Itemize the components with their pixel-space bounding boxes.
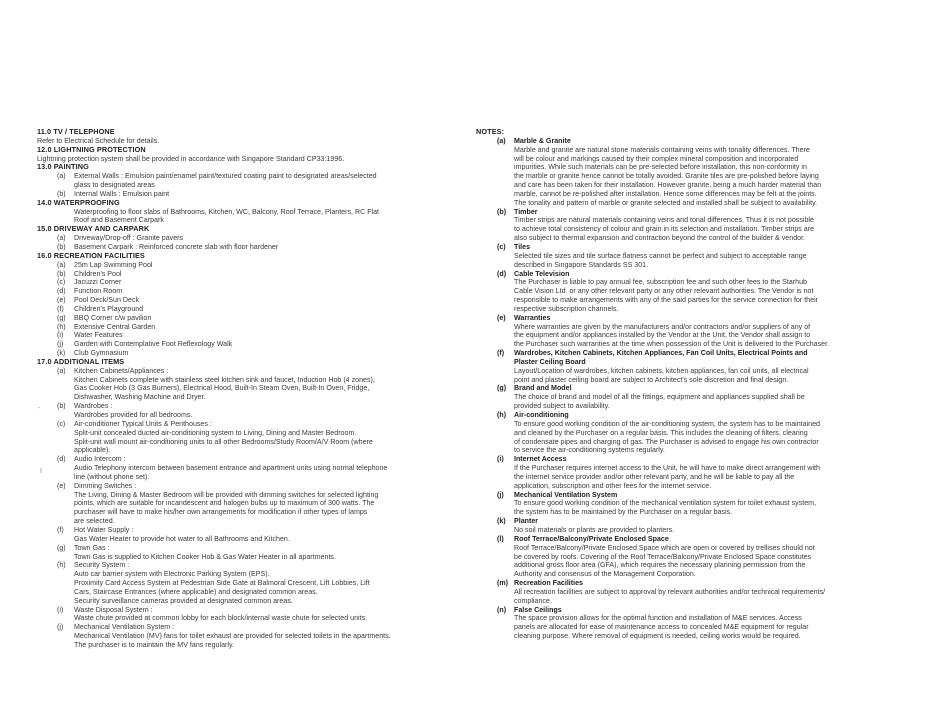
note-title: Planter <box>514 517 539 526</box>
spec-item <box>37 526 452 544</box>
spec-item <box>37 314 452 323</box>
note-item <box>476 491 906 518</box>
item-text: BBQ Corner c/w pavilion <box>74 313 152 322</box>
note-title: Mechanical Ventilation System <box>514 490 618 499</box>
spec-item <box>37 234 452 243</box>
item-text: Children's Playground <box>74 304 144 313</box>
spec-item <box>37 402 452 420</box>
item-text: Pool Deck/Sun Deck <box>74 296 140 305</box>
spec-section <box>37 358 452 650</box>
item-label: (b) <box>57 402 66 411</box>
spec-item <box>37 367 452 402</box>
note-body: Layout/Location of wardrobes, kitchen cabinets, kitchen appliances, fan coil units, all electrical point and plaster ceiling board are subject to Architect's sole discretion and final design. <box>514 366 809 384</box>
item-text: Security System : Auto car barrier system with Electronic Parking System (EPS). Proximity Card Access System at Pedestrian Side Gate at Balmoral Crescent, Lift Lobbies, Lift Cars, Staircase Entrances (where applicable) and designated common areas. Security surveillance cameras provided at designated common areas. <box>74 561 370 605</box>
item-label: (i) <box>57 331 64 340</box>
note-title: Cable Television <box>514 269 570 278</box>
note-label: (a) <box>497 136 506 145</box>
item-text: Water Features <box>74 331 123 340</box>
item-text: Driveway/Drop-off : Granite pavers <box>74 234 184 243</box>
note-title: Marble & Granite <box>514 136 571 145</box>
note-body: The Purchaser is liable to pay annual fee, subscription fee and such other fees to the Starhub Cable Vision Ltd. or any other relevant party or any other relevant authorities. The Vendor is not responsible to make arrangements with any of the said parties for the service connection for their respective subscription channels. <box>514 278 819 313</box>
note-body: Timber strips are natural materials containing veins and tonal differences. Thus it is not possible to achieve total consistency of colour and grain in its selection and installation. Timber strips are also subject to thermal expansion and contraction beyond the control of the builder & vendor. <box>514 216 815 243</box>
item-label: (d) <box>57 455 66 464</box>
section-heading: 13.0 PAINTING <box>37 162 89 172</box>
note-label: (d) <box>497 269 507 278</box>
spec-item <box>37 305 452 314</box>
notes-title: NOTES: <box>476 127 505 136</box>
item-label: (e) <box>57 296 66 305</box>
spec-item <box>37 349 452 358</box>
note-body: The space provision allows for the optimal function and installation of M&E services. Access panels are allocated for ease of maintenance access to concealed M&E equipment for regular cleaning purpose. Where removal of equipment is needed, ceiling works would be required. <box>514 614 809 641</box>
notes-column <box>476 128 906 641</box>
note-item <box>476 517 906 535</box>
note-label: (e) <box>497 313 506 322</box>
margin-mark: - <box>38 405 41 412</box>
note-title: Timber <box>514 207 538 216</box>
spec-item <box>37 561 452 605</box>
section-heading: 17.0 ADDITIONAL ITEMS <box>37 356 125 366</box>
spec-item <box>37 340 452 349</box>
note-body: To ensure good working condition of the mechanical ventilation system for toilet exhaust system, the system has to be maintained by the Purchaser on a regular basis. <box>514 499 817 517</box>
note-title: Recreation Facilities <box>514 579 583 588</box>
item-label: (k) <box>57 349 66 358</box>
note-item <box>476 243 906 270</box>
note-label: (k) <box>497 517 506 526</box>
spec-section <box>37 163 452 198</box>
item-label: (c) <box>57 419 66 428</box>
item-label: (a) <box>57 234 66 243</box>
item-label: (h) <box>57 561 66 570</box>
note-label: (c) <box>497 242 506 251</box>
item-label: (j) <box>57 340 64 349</box>
section-heading: 15.0 DRIVEWAY AND CARPARK <box>37 224 150 234</box>
note-item <box>476 349 906 384</box>
item-label: (a) <box>57 172 66 181</box>
notes-list <box>476 137 906 641</box>
note-title: Brand and Model <box>514 384 572 393</box>
spec-item <box>37 455 452 482</box>
item-text: Wardrobes : Wardrobes provided for all bedrooms. <box>74 402 193 419</box>
spec-item <box>37 544 452 562</box>
note-item <box>476 411 906 455</box>
note-title: Wardrobes, Kitchen Cabinets, Kitchen Appliances, Fan Coil Units, Electrical Points and Plaster Ceiling Board <box>514 349 808 366</box>
note-body: The choice of brand and model of all the fittings, equipment and appliances supplied shall be provided subject to availability. <box>514 393 805 411</box>
section-heading: 12.0 LIGHTNING PROTECTION <box>37 144 146 154</box>
margin-mark: I <box>40 468 42 475</box>
item-text: Garden with Contemplative Foot Reflexology Walk <box>74 340 233 349</box>
item-text: Town Gas : Town Gas is supplied to Kitchen Cooker Hob & Gas Water Heater in all apartments. <box>74 543 336 561</box>
item-label: (a) <box>57 366 66 375</box>
item-text: Air-conditioner Typical Units & Penthouses : Split-unit concealed ducted air-conditioning system to Living, Dining and Master Bedroom. Split-unit wall mount air-conditioning units to all other Bedrooms/Study Room/A/V Room (where applicable). <box>74 419 373 455</box>
note-label: (b) <box>497 207 507 216</box>
spec-item <box>37 331 452 340</box>
spec-item <box>37 261 452 270</box>
item-label: (f) <box>57 525 64 534</box>
item-text: Children's Pool <box>74 269 122 278</box>
note-item <box>476 137 906 208</box>
spec-item <box>37 190 452 199</box>
note-body: To ensure good working condition of the air-conditioning system, the system has to be maintained and cleaned by the Purchaser on a regular basis. This includes the cleaning of filters, clearing of condensate pipes and charging of gas. The Purchaser is advised to engage his own contractor to service the air-conditioning systems regularly. <box>514 419 820 455</box>
item-label: (g) <box>57 543 66 552</box>
section-heading: 11.0 TV / TELEPHONE <box>37 127 115 136</box>
item-text: Hot Water Supply : Gas Water Heater to provide hot water to all Bathrooms and Kitchen. <box>74 525 290 543</box>
item-text: Internal Walls : Emulsion paint <box>74 189 170 198</box>
note-item <box>476 606 906 641</box>
note-label: (l) <box>497 534 504 543</box>
section-body: Waterproofing to floor slabs of Bathrooms, Kitchen, WC, Balcony, Roof Terrace, Planters, RC Flat Roof and Basement Carpark <box>74 207 380 225</box>
note-body: All recreation facilities are subject to approval by relevant authorities and/or technical requirements/ compliance. <box>514 587 826 605</box>
note-item <box>476 384 906 411</box>
note-item <box>476 208 906 243</box>
note-title: Air-conditioning <box>514 411 569 419</box>
item-text: Basement Carpark : Reinforced concrete slab with floor hardener <box>74 242 279 251</box>
note-body: Roof Terrace/Balcony/Private Enclosed Space which are open or covered by trellises should not be covered by roofs. Covering of the Roof Terrace/Balcony/Private Enclosed Space constitutes additional gross floor area (GFA), which requires the necessary planning permission from the Authority and consensus of the Management Corporation. <box>514 543 815 579</box>
spec-item <box>37 172 452 190</box>
note-item <box>476 535 906 579</box>
item-label: (j) <box>57 623 64 632</box>
spec-section <box>37 199 452 226</box>
spec-item <box>37 623 452 650</box>
item-text: External Walls : Emulsion paint/enamel paint/textured coating paint to designated areas/selected glass to designated areas <box>74 172 377 190</box>
section-heading: 16.0 RECREATION FACILITIES <box>37 250 145 260</box>
note-item <box>476 455 906 490</box>
note-body: Selected tile sizes and tile surface flatness cannot be perfect and subject to acceptable range described in Singapore Standards SS 301. <box>514 251 807 269</box>
item-label: (g) <box>57 313 66 322</box>
spec-item <box>37 270 452 279</box>
note-title: Tiles <box>514 242 531 251</box>
note-title: Warranties <box>514 313 551 322</box>
specifications-column <box>37 128 452 650</box>
note-body: Where warranties are given by the manufacturers and/or contractors and/or suppliers of any of the equipment and/or appliances installed by the Vendor at the Unit, the Vendor shall assign to the Purchaser such warranties at the time when possession of the Unit is delivered to the Purchaser. <box>514 322 830 349</box>
spec-item <box>37 287 452 296</box>
item-label: (a) <box>57 260 66 269</box>
note-item <box>476 579 906 606</box>
spec-section <box>37 225 452 252</box>
note-label: (f) <box>497 349 505 358</box>
item-text: Kitchen Cabinets/Appliances : Kitchen Cabinets complete with stainless steel kitchen sink and faucet, Induction Hob (4 zones), Gas Cooker Hob (3 Gas Burners), Electrical Hood, Built-In Steam Oven, Built-In Oven, Fridge, Dishwasher, Washing Machine and Dryer. <box>74 366 375 402</box>
spec-item <box>37 278 452 287</box>
note-item <box>476 270 906 314</box>
spec-item <box>37 323 452 332</box>
item-text: Club Gymnasium <box>74 349 129 358</box>
item-text: Dimming Switches : The Living, Dining & Master Bedroom will be provided with dimming switches for selected lighting points, which are suitable for incandescent and halogen bulbs up to maximum of 300 watts. The purchaser will have to make his/her own arrangements for modification if other types of lamps are selected. <box>74 481 379 526</box>
item-text: Function Room <box>74 287 123 296</box>
note-body: Marble and granite are natural stone materials containing veins with tonality differences. There will be colour and markings caused by their complex mineral composition and incorporated impurities. While such materials can be pre-selected before installation, this non-conformity in the marble or granite hence cannot be totally avoided. Granite tiles are pre-polished before laying and care has been taken for their installation. However granite, being a much harder material than marble, cannot be re-polished after installation. Hence some differences may be felt at the joints. The tonality and pattern of marble or granite selected and installed shall be subject to availability. <box>514 145 822 207</box>
spec-item <box>37 420 452 455</box>
note-label: (j) <box>497 490 504 499</box>
note-label: (i) <box>497 455 504 464</box>
spec-section <box>37 128 452 146</box>
spec-item <box>37 243 452 252</box>
item-text: Waste Disposal System : Waste chute provided at common lobby for each block/internal waste chute for selected units. <box>74 605 368 623</box>
item-text: Jacuzzi Corner <box>74 278 122 287</box>
item-label: (h) <box>57 322 66 331</box>
item-label: (b) <box>57 242 66 251</box>
note-item <box>476 314 906 349</box>
item-text: Audio Intercom : Audio Telephony intercom between basement entrance and apartment units using normal telephone line (without phone set). <box>74 455 388 481</box>
note-label: (m) <box>497 579 509 588</box>
spec-item <box>37 606 452 624</box>
item-label: (f) <box>57 304 64 313</box>
section-body: Lightning protection system shall be provided in accordance with Singapore Standard CP33:1996. <box>37 154 345 163</box>
section-body: Refer to Electrical Schedule for details. <box>37 136 160 145</box>
item-text: Mechanical Ventilation System : Mechanical Ventilation (MV) fans for toilet exhaust are provided for selected toilets in the apartments. The purchaser is to maintain the MV fans regularly. <box>74 623 391 649</box>
spec-section <box>37 252 452 358</box>
note-title: Internet Access <box>514 455 567 464</box>
item-label: (d) <box>57 287 66 296</box>
note-body: If the Purchaser requires internet access to the Unit, he will have to make direct arrangement with the internet service provider and/or other relevant party, and he will be liable to pay all the application, subscription and other fees for the internet service. <box>514 464 820 490</box>
item-label: (c) <box>57 278 66 287</box>
spec-item <box>37 482 452 526</box>
item-text: Extensive Central Garden <box>74 322 156 331</box>
note-body: No soil materials or plants are provided to planters. <box>514 525 675 534</box>
note-title: Roof Terrace/Balcony/Private Enclosed Space <box>514 534 669 543</box>
item-label: (e) <box>57 481 66 490</box>
note-title: False Ceilings <box>514 605 562 614</box>
note-label: (n) <box>497 605 507 614</box>
spec-item <box>37 296 452 305</box>
spec-section <box>37 146 452 164</box>
note-label: (g) <box>497 384 507 393</box>
note-label: (h) <box>497 411 507 419</box>
item-text: 25m Lap Swimming Pool <box>74 260 153 269</box>
section-heading: 14.0 WATERPROOFING <box>37 197 120 207</box>
item-label: (b) <box>57 269 66 278</box>
item-label: (b) <box>57 189 66 198</box>
item-label: (i) <box>57 605 64 614</box>
